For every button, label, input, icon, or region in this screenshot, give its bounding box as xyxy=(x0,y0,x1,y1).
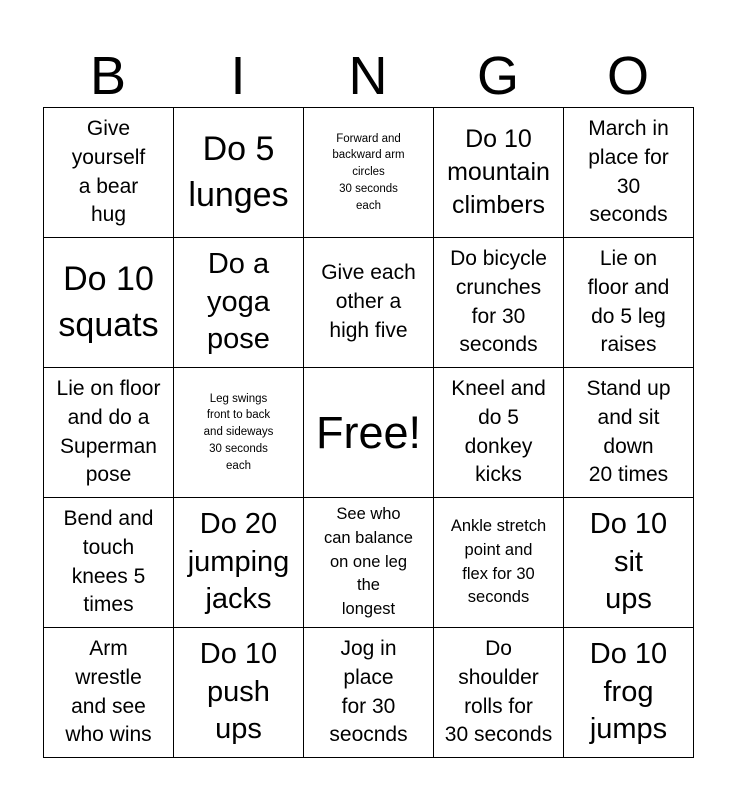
bingo-cell-free[interactable] xyxy=(304,368,434,498)
cell-text: Lie on floor and do 5 leg raises xyxy=(587,246,670,357)
bingo-cell[interactable] xyxy=(564,628,694,758)
bingo-cell[interactable] xyxy=(44,368,174,498)
bingo-cell[interactable] xyxy=(564,368,694,498)
bingo-cell[interactable] xyxy=(44,628,174,758)
bingo-cell[interactable] xyxy=(564,108,694,238)
free-space-text: Free! xyxy=(315,406,422,458)
cell-text: Do a yoga pose xyxy=(207,247,270,356)
cell-text: See who can balance on one leg the longest xyxy=(324,504,413,619)
bingo-cell[interactable] xyxy=(174,368,304,498)
header-letter-g: G xyxy=(476,46,519,106)
bingo-grid xyxy=(43,107,694,758)
cell-text: Arm wrestle and see who wins xyxy=(65,636,152,747)
cell-text: Do shoulder rolls for 30 seconds xyxy=(444,636,553,747)
cell-text: Bend and touch knees 5 times xyxy=(63,506,154,617)
header-letter-i: I xyxy=(230,46,246,106)
cell-text: Jog in place for 30 seocnds xyxy=(329,636,408,747)
header-letter-b: B xyxy=(89,46,127,106)
cell-text: March in place for 30 seconds xyxy=(588,116,669,227)
bingo-cell[interactable] xyxy=(434,238,564,368)
cell-text: Do 10 mountain climbers xyxy=(447,125,550,219)
bingo-cell[interactable] xyxy=(304,238,434,368)
cell-text: Forward and backward arm circles 30 seconds each xyxy=(332,132,405,212)
cell-text: Do 5 lunges xyxy=(188,129,289,214)
bingo-cell[interactable] xyxy=(174,238,304,368)
bingo-cell[interactable] xyxy=(434,498,564,628)
bingo-cell[interactable] xyxy=(304,628,434,758)
cell-text: Do 10 frog jumps xyxy=(589,637,668,746)
bingo-cell[interactable] xyxy=(304,498,434,628)
header-letter-n: N xyxy=(348,46,388,106)
bingo-cell[interactable] xyxy=(434,628,564,758)
cell-text: Give yourself a bear hug xyxy=(71,116,146,227)
cell-text: Lie on floor and do a Superman pose xyxy=(56,376,161,487)
cell-text: Do 20 jumping jacks xyxy=(187,507,290,616)
bingo-cell[interactable] xyxy=(304,108,434,238)
bingo-cell[interactable] xyxy=(564,498,694,628)
bingo-cell[interactable] xyxy=(434,368,564,498)
bingo-cell[interactable] xyxy=(44,238,174,368)
bingo-cell[interactable] xyxy=(174,498,304,628)
cell-text: Do 10 sit ups xyxy=(589,507,668,616)
cell-text: Give each other a high five xyxy=(321,261,416,342)
cell-text: Stand up and sit down 20 times xyxy=(586,376,671,487)
cell-text: Ankle stretch point and flex for 30 seconds xyxy=(450,516,547,607)
bingo-cell[interactable] xyxy=(174,628,304,758)
bingo-cell[interactable] xyxy=(174,108,304,238)
header-letter-o: O xyxy=(606,46,649,106)
cell-text: Do 10 squats xyxy=(58,259,159,344)
bingo-cell[interactable] xyxy=(434,108,564,238)
cell-text: Do 10 push ups xyxy=(199,637,278,746)
cell-text: Do bicycle crunches for 30 seconds xyxy=(450,246,547,357)
bingo-cell[interactable] xyxy=(44,498,174,628)
bingo-cell[interactable] xyxy=(44,108,174,238)
bingo-header xyxy=(43,44,693,108)
cell-text: Leg swings front to back and sideways 30 seconds each xyxy=(203,392,274,472)
cell-text: Kneel and do 5 donkey kicks xyxy=(451,376,546,487)
bingo-cell[interactable] xyxy=(564,238,694,368)
